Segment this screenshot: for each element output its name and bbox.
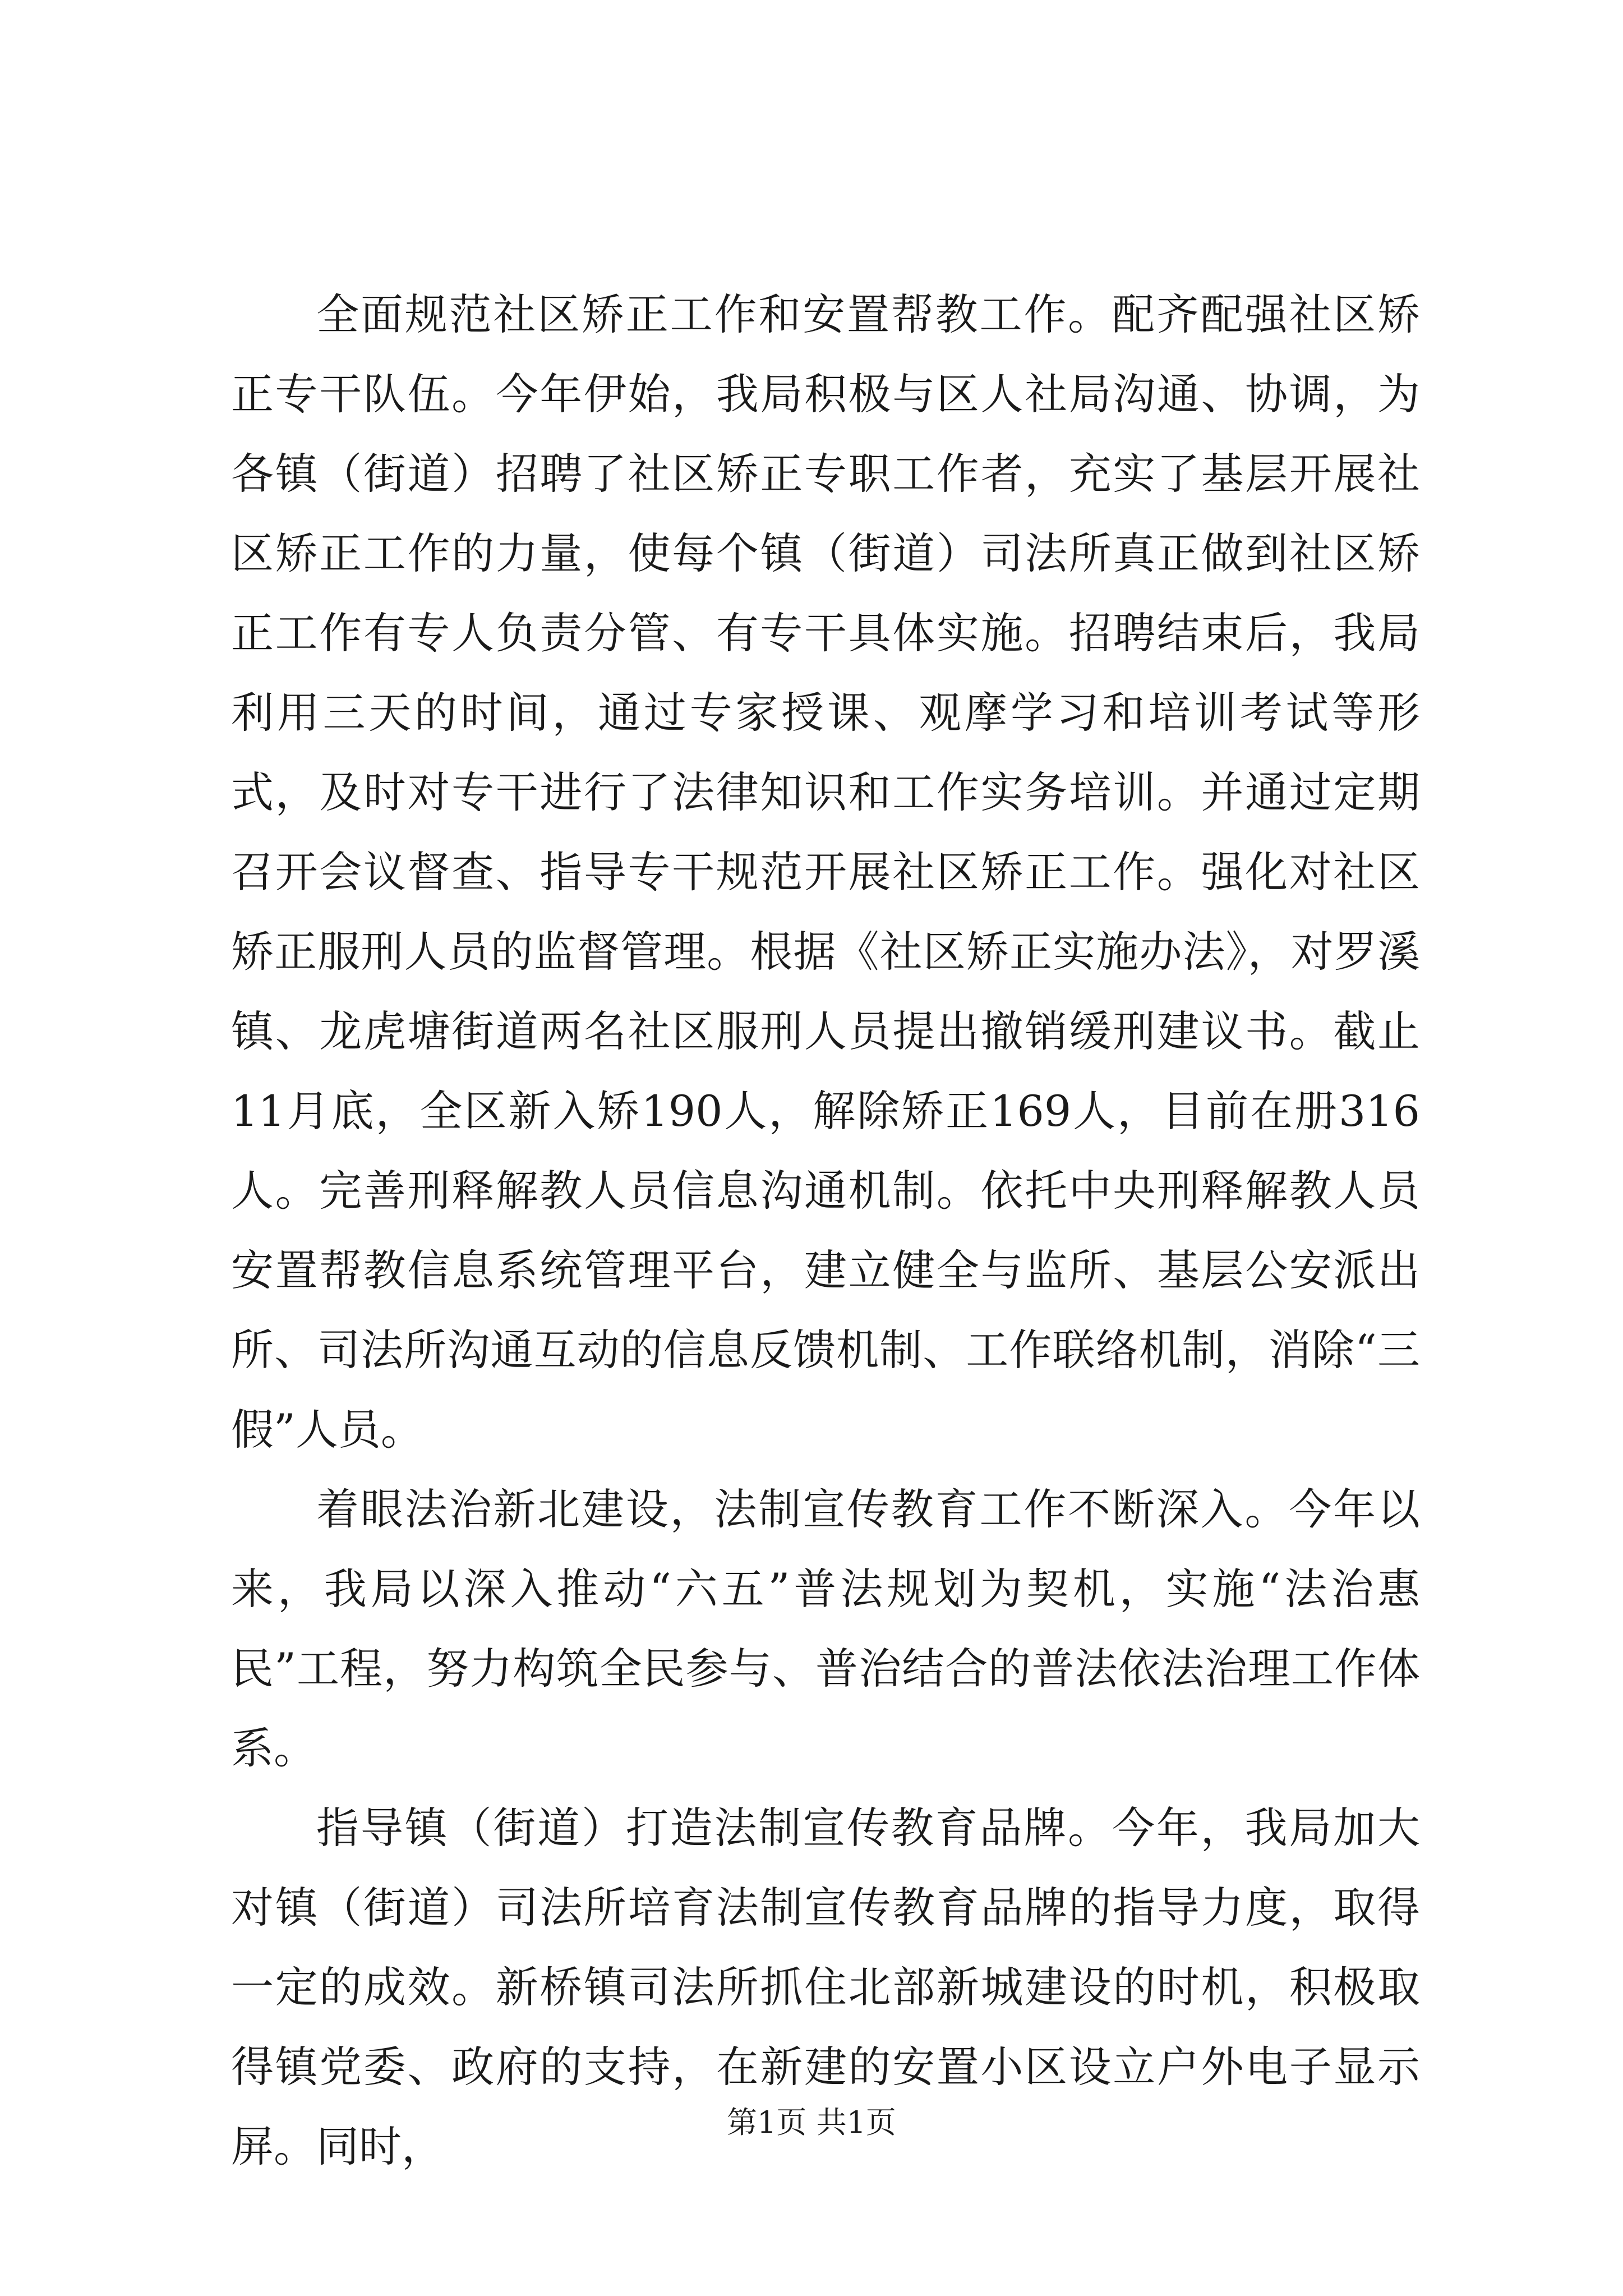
paragraph-brand-guidance: 指导镇（街道）打造法制宣传教育品牌。今年，我局加大对镇（街道）司法所培育法制宣传教育品牌的指导力度，取得一定的成效。新桥镇司法所抓住北部新城建设的时机，积极取得镇党委、政府的支持，在新建的安置小区设立户外电子显示屏。同时， [231,1803,1420,2171]
paragraph-community-correction: 全面规范社区矫正工作和安置帮教工作。配齐配强社区矫正专干队伍。今年伊始，我局积极与区人社局沟通、协调，为各镇（街道）招聘了社区矫正专职工作者，充实了基层开展社区矫正工作的力量，使每个镇（街道）司法所真正做到社区矫正工作有专人负责分管、有专干具体实施。招聘结束后，我局利用三天的时间，通过专家授课、观摩学习和培训考试等形式，及时对专干进行了法律知识和工作实务培训。并通过定期召开会议督查、指导专干规范开展社区矫正工作。强化对社区矫正服刑人员的监督管理。根据《社区矫正实施办法》，对罗溪镇、龙虎塘街道两名社区服刑人员提出撤销缓刑建议书。截止11月底，全区新入矫190人，解除矫正169人，目前在册316人。完善刑释解教人员信息沟通机制。依托中央刑释解教人员安置帮教信息系统管理平台，建立健全与监所、基层公安派出所、司法所沟通互动的信息反馈机制、工作联络机制，消除“三假”人员。 [231,289,1420,1455]
paragraph-legal-publicity: 着眼法治新北建设，法制宣传教育工作不断深入。今年以来，我局以深入推动“六五”普法规划为契机，实施“法治惠民”工程，努力构筑全民参与、普治结合的普法依法治理工作体系。 [231,1484,1420,1773]
document-body [231,275,1420,2187]
page-footer: 第1页 共1页 [727,2105,896,2140]
